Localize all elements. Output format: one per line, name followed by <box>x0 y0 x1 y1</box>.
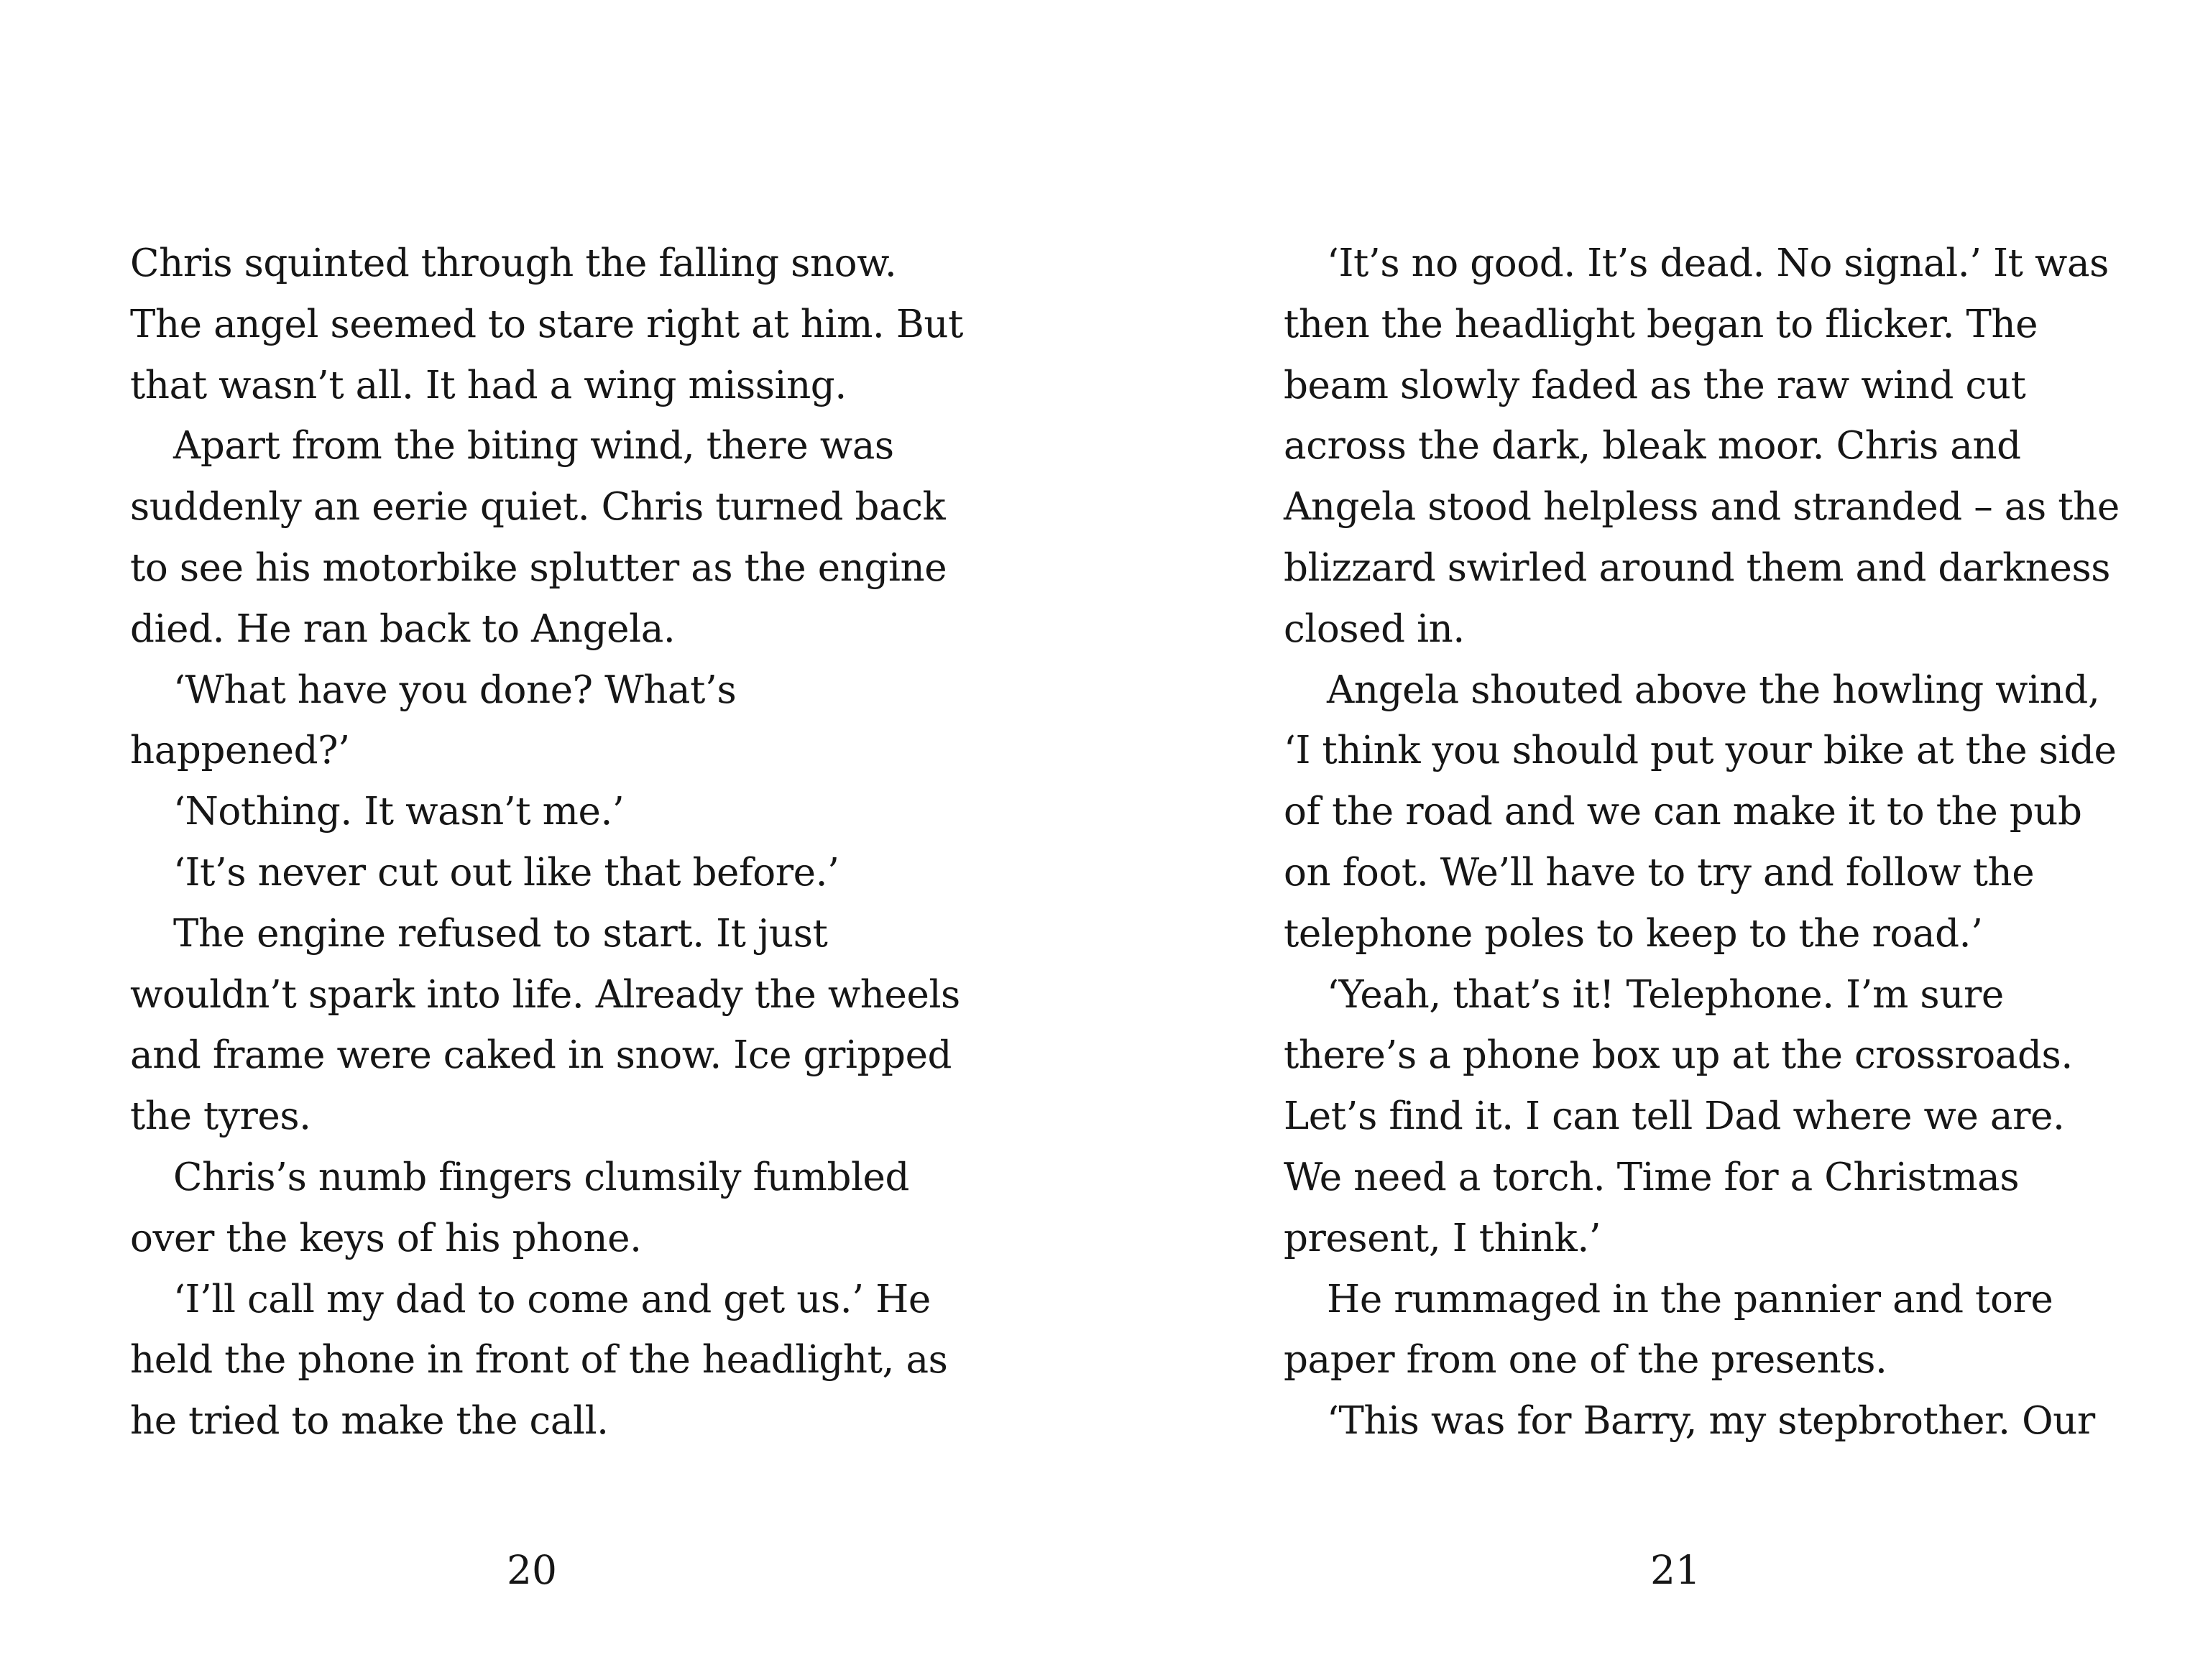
text-line: to see his motorbike splutter as the engine <box>130 545 947 590</box>
text-line: Chris squinted through the falling snow. <box>130 241 897 285</box>
text-line: Chris’s numb fingers clumsily fumbled <box>173 1155 910 1199</box>
text-line: ‘This was for Barry, my stepbrother. Our <box>1327 1399 2095 1444</box>
text-line: that wasn’t all. It had a wing missing. <box>130 363 847 407</box>
text-line: ‘What have you done? What’s <box>173 668 737 712</box>
text-line: of the road and we can make it to the pub <box>1284 790 2082 834</box>
text-line: ‘Yeah, that’s it! Telephone. I’m sure <box>1327 972 2004 1017</box>
text-line: telephone poles to keep to the road.’ <box>1284 911 1983 956</box>
text-line: We need a torch. Time for a Christmas <box>1284 1155 2020 1199</box>
text-line: The engine refused to start. It just <box>173 911 828 956</box>
right-page-text <box>1284 234 2146 1452</box>
text-line: there’s a phone box up at the crossroads. <box>1284 1033 2073 1078</box>
text-line: then the headlight began to flicker. The <box>1284 302 2038 346</box>
text-line: present, I think.’ <box>1284 1216 1601 1260</box>
text-line: paper from one of the presents. <box>1284 1338 1887 1383</box>
page-number: 20 <box>507 1547 557 1593</box>
text-line: on foot. We’ll have to try and follow the <box>1284 850 2035 895</box>
text-line: blizzard swirled around them and darkness <box>1284 545 2111 590</box>
text-line: Angela shouted above the howling wind, <box>1327 668 2100 712</box>
text-line: wouldn’t spark into life. Already the wheels <box>130 972 960 1017</box>
text-line: he tried to make the call. <box>130 1399 609 1444</box>
text-line: ‘Nothing. It wasn’t me.’ <box>173 790 625 834</box>
text-line: ‘I think you should put your bike at the side <box>1284 729 2117 773</box>
text-line: Apart from the biting wind, there was <box>173 424 894 469</box>
text-line: Let’s find it. I can tell Dad where we are. <box>1284 1094 2065 1139</box>
text-line: died. He ran back to Angela. <box>130 606 676 651</box>
text-line: ‘It’s no good. It’s dead. No signal.’ It was <box>1327 241 2109 285</box>
text-line: The angel seemed to stare right at him. But <box>130 302 963 346</box>
text-line: beam slowly faded as the raw wind cut <box>1284 363 2026 407</box>
left-page-text <box>130 234 993 1452</box>
text-line: happened?’ <box>130 729 350 773</box>
text-line: He rummaged in the pannier and tore <box>1327 1277 2053 1321</box>
page-number: 21 <box>1650 1547 1701 1593</box>
right-page <box>1095 0 2190 1680</box>
text-line: over the keys of his phone. <box>130 1216 642 1260</box>
text-line: suddenly an eerie quiet. Chris turned back <box>130 485 946 530</box>
text-line: ‘It’s never cut out like that before.’ <box>173 850 839 895</box>
text-line: held the phone in front of the headlight, as <box>130 1338 948 1383</box>
text-line: the tyres. <box>130 1094 311 1139</box>
text-line: Angela stood helpless and stranded – as the <box>1284 485 2120 530</box>
text-line: and frame were caked in snow. Ice gripped <box>130 1033 952 1078</box>
text-line: closed in. <box>1284 606 1465 651</box>
text-line: ‘I’ll call my dad to come and get us.’ He <box>173 1277 931 1321</box>
text-line: across the dark, bleak moor. Chris and <box>1284 424 2021 469</box>
